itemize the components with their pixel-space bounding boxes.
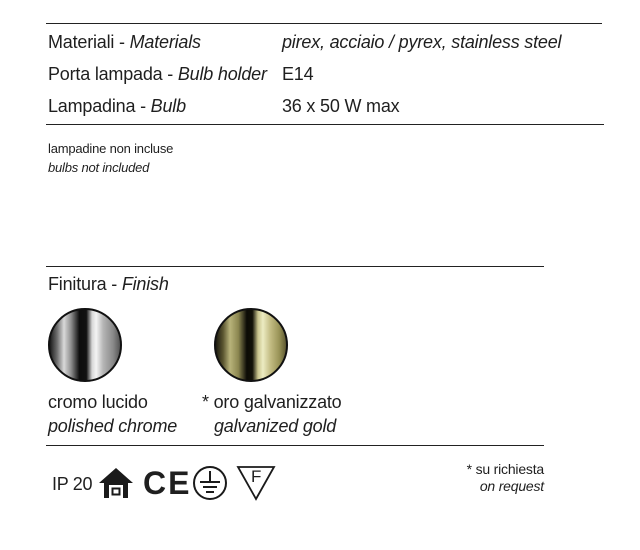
footnote-en: on request xyxy=(479,478,544,494)
spec-value-bulb-holder: E14 xyxy=(282,64,314,84)
spec-bottom-divider xyxy=(46,124,604,125)
bulb-note-en: bulbs not included xyxy=(48,160,150,175)
spec-label-bulb-holder: Porta lampada - Bulb holder xyxy=(48,64,267,84)
finish-top-divider xyxy=(46,266,544,267)
finish-gold-en: galvanized gold xyxy=(214,416,337,436)
swatch-polished-chrome xyxy=(48,308,122,382)
bulb-note-it: lampadine non incluse xyxy=(48,141,174,156)
finish-gold-it: * oro galvanizzato xyxy=(202,392,342,412)
finish-chrome-en: polished chrome xyxy=(48,416,178,436)
top-divider xyxy=(46,23,602,24)
f-mark-letter: F xyxy=(251,467,262,486)
swatch-galvanized-gold xyxy=(214,308,288,382)
finish-title: Finitura - Finish xyxy=(48,274,169,294)
spec-value-bulb: 36 x 50 W max xyxy=(282,96,400,116)
finish-bottom-divider xyxy=(46,445,544,446)
spec-label-materials: Materiali - Materials xyxy=(48,32,201,52)
footnote-it: * su richiesta xyxy=(466,461,544,477)
ce-mark-icon: CE xyxy=(143,465,192,501)
ip-rating: IP 20 xyxy=(52,474,93,494)
ground-symbol-icon xyxy=(192,465,228,501)
spec-label-bulb: Lampadina - Bulb xyxy=(48,96,186,116)
finish-chrome-it: cromo lucido xyxy=(48,392,148,412)
spec-value-materials: pirex, acciaio / pyrex, stainless steel xyxy=(282,32,562,52)
class-2-house-icon xyxy=(97,466,135,500)
